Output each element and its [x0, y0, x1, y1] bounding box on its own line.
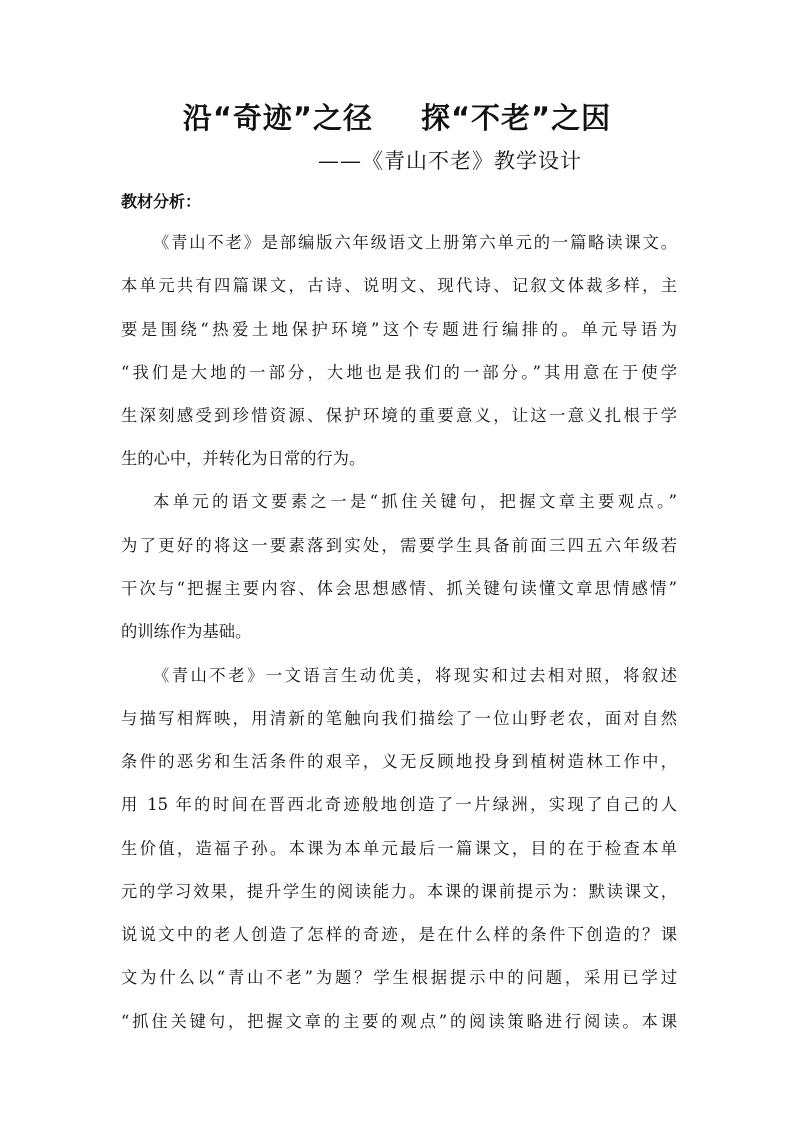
text-line: 本单元共有四篇课文，古诗、说明文、现代诗、记叙文体裁多样，主 [121, 276, 677, 295]
text-line: 生深刻感受到珍惜资源、保护环境的重要意义，让这一意义扎根于学 [121, 406, 677, 425]
text-line: 条件的恶劣和生活条件的艰辛，义无反顾地投身到植树造林工作中， [121, 752, 677, 771]
text-line: 本单元的语文要素之一是“抓住关键句，把握文章主要观点。” [153, 492, 677, 511]
section-heading: 教材分析： [121, 192, 202, 211]
document-title [0, 96, 794, 137]
text-line: 文为什么以“青山不老”为题？学生根据提示中的问题，采用已学过 [121, 968, 677, 987]
text-line: 元的学习效果，提升学生的阅读能力。本课的课前提示为：默读课文， [121, 882, 677, 901]
text-line: 用 15 年的时间在晋西北奇迹般地创造了一片绿洲，实现了自己的人 [121, 795, 677, 814]
text-line: 干次与“把握主要内容、体会思想感情、抓关键句读懂文章思情感情” [121, 579, 677, 598]
text-line: 为了更好的将这一要素落到实处，需要学生具备前面三四五六年级若 [121, 536, 677, 555]
text-line: “抓住关键句，把握文章的主要的观点”的阅读策略进行阅读。本课 [121, 1012, 677, 1031]
text-line: “我们是大地的一部分，大地也是我们的一部分。”其用意在于使学 [121, 363, 677, 382]
title-part-1: 沿“奇迹”之径 [182, 101, 373, 135]
text-line: 说说文中的老人创造了怎样的奇迹，是在什么样的条件下创造的？课 [121, 925, 677, 944]
text-line: 《青山不老》是部编版六年级语文上册第六单元的一篇略读课文。 [153, 233, 677, 252]
text-line: 要是围绕“热爱土地保护环境”这个专题进行编排的。单元导语为 [121, 320, 677, 339]
text-line: 《青山不老》一文语言生动优美，将现实和过去相对照，将叙述 [153, 666, 677, 685]
title-part-2: 探“不老”之因 [421, 101, 612, 135]
text-line: 与描写相辉映，用清新的笔触向我们描绘了一位山野老农，面对自然 [121, 709, 677, 728]
text-line: 生价值，造福子孙。本课为本单元最后一篇课文，目的在于检查本单 [121, 839, 677, 858]
text-line: 生的心中，并转化为日常的行为。 [121, 449, 366, 468]
text-line: 的训练作为基础。 [121, 622, 252, 641]
document-subtitle: ——《青山不老》教学设计 [318, 149, 582, 173]
